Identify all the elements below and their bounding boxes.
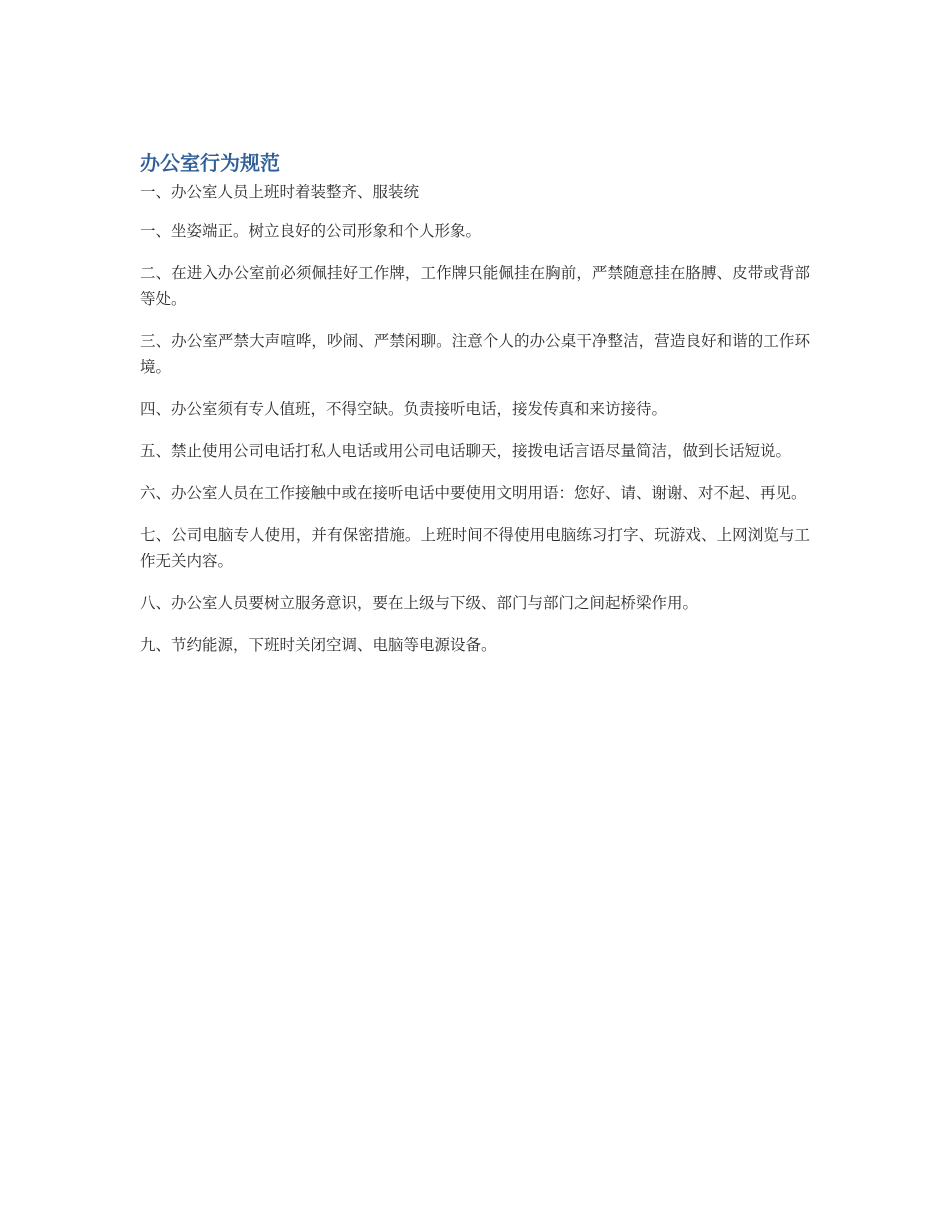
- document-title: 办公室行为规范: [140, 151, 280, 175]
- rule-paragraph-6: 六、办公室人员在工作接触中或在接听电话中要使用文明用语：您好、请、谢谢、对不起、再见。: [140, 484, 807, 502]
- rule-paragraph-5: 五、禁止使用公司电话打私人电话或用公司电话聊天，接拨电话言语尽量简洁，做到长话短说。: [140, 442, 792, 460]
- document-body: [140, 148, 810, 674]
- rule-paragraph-8: 八、办公室人员要树立服务意识，要在上级与下级、部门与部门之间起桥梁作用。: [140, 594, 699, 612]
- rule-paragraph-7: 七、公司电脑专人使用，并有保密措施。上班时间不得使用电脑练习打字、玩游戏、上网浏览与工作无关内容。: [140, 526, 810, 570]
- rule-paragraph-4: 四、办公室须有专人值班，不得空缺。负责接听电话，接发传真和来访接待。: [140, 400, 668, 418]
- rule-paragraph-1: 一、坐姿端正。树立良好的公司形象和个人形象。: [140, 222, 482, 240]
- rule-paragraph-9: 九、节约能源，下班时关闭空调、电脑等电源设备。: [140, 636, 497, 654]
- rule-paragraph-3: 三、办公室严禁大声喧哗，吵闹、严禁闲聊。注意个人的办公桌干净整洁，营造良好和谐的工作环境。: [140, 332, 810, 376]
- intro-paragraph: 一、办公室人员上班时着装整齐、服装统: [140, 183, 420, 201]
- rule-paragraph-2: 二、在进入办公室前必须佩挂好工作牌，工作牌只能佩挂在胸前，严禁随意挂在胳膊、皮带或背部等处。: [140, 264, 810, 308]
